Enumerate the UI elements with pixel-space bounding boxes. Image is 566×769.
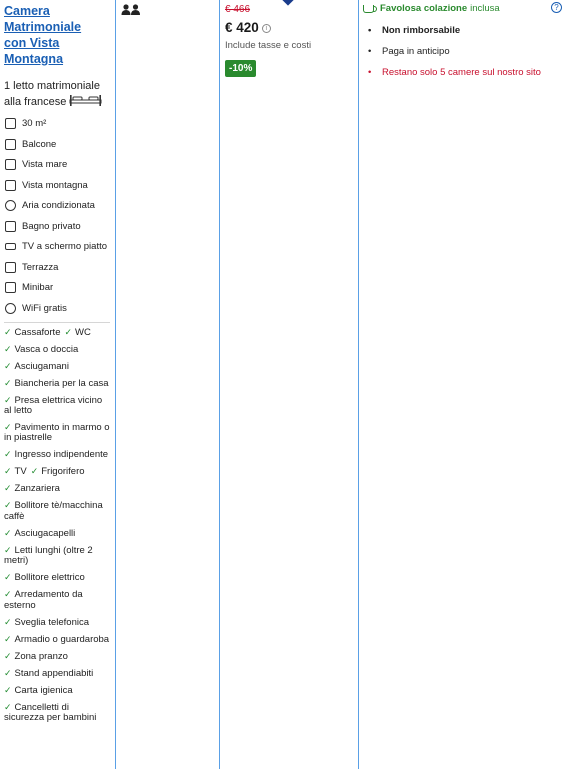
wifi-icon — [5, 303, 16, 314]
amenity-label: Zona pranzo — [14, 650, 68, 662]
discount-badge: -10% — [225, 60, 256, 77]
facility-item — [4, 239, 112, 254]
breakfast-included: inclusa — [470, 3, 500, 14]
breakfast-info — [363, 3, 500, 14]
new-price — [225, 20, 271, 35]
amenity-label: Carta igienica — [14, 684, 73, 696]
minibar-icon — [5, 282, 16, 293]
facility-item — [4, 137, 112, 152]
check-icon: ✓ — [30, 466, 39, 477]
facility-label: Vista montagna — [22, 179, 88, 191]
amenity-item — [4, 327, 110, 338]
ribbon-marker — [282, 0, 293, 6]
bullet-icon: • — [368, 25, 372, 36]
amenity-item — [4, 702, 110, 724]
check-icon: ✓ — [4, 616, 12, 627]
facility-label: Aria condizionata — [22, 200, 95, 211]
amenity-item — [4, 344, 110, 355]
facility-label: Balcone — [22, 138, 57, 150]
choices-column — [359, 0, 566, 769]
check-icon: ✓ — [4, 572, 12, 583]
tax-note: Include tasse e costi — [225, 40, 312, 51]
amenity-item — [4, 378, 110, 389]
check-icon: ✓ — [4, 360, 12, 371]
balcony-icon — [5, 139, 16, 150]
amenity-label: Vasca o doccia — [14, 343, 79, 355]
bullet-icon: • — [368, 67, 372, 78]
amenity-label: Arredamento da esterno — [4, 589, 83, 611]
amenity-label: Armadio o guardaroba — [14, 633, 110, 645]
facility-label: Terrazza — [22, 261, 59, 273]
old-price: € 466 — [225, 4, 251, 15]
amenity-label: WC — [75, 326, 91, 338]
guests-column — [116, 0, 220, 769]
bed-info — [4, 79, 112, 110]
condition-label: Restano solo 5 camere sul nostro sito — [382, 67, 541, 78]
check-icon: ✓ — [4, 667, 12, 678]
check-icon: ✓ — [4, 701, 12, 712]
bed-label: 1 letto matrimoniale alla francese — [4, 80, 100, 108]
amenity-label: Asciugacapelli — [14, 527, 76, 539]
facility-item — [4, 198, 112, 213]
check-icon: ✓ — [4, 421, 12, 432]
amenity-item — [4, 668, 110, 679]
info-icon[interactable]: i — [262, 24, 271, 33]
amenity-label: Presa elettrica vicino al letto — [4, 394, 103, 416]
condition-label: Paga in anticipo — [382, 46, 450, 57]
amenity-label: Bollitore tè/macchina caffè — [4, 500, 103, 522]
amenity-label: Letti lunghi (oltre 2 metri) — [4, 544, 93, 567]
check-icon: ✓ — [4, 544, 12, 555]
amenity-label: Cancelletti di sicurezza per bambini — [4, 701, 97, 723]
two-persons-icon — [121, 4, 141, 15]
facility-label: TV a schermo piatto — [22, 241, 108, 252]
amenity-label: Stand appendiabiti — [14, 667, 94, 679]
facility-item — [4, 157, 112, 172]
amenity-item — [4, 466, 110, 477]
amenity-item — [4, 634, 110, 645]
check-icon: ✓ — [4, 466, 12, 477]
facility-label: Bagno privato — [22, 220, 81, 232]
amenity-item — [4, 572, 110, 583]
amenity-item — [4, 500, 110, 522]
check-icon: ✓ — [4, 377, 12, 388]
amenity-item — [4, 617, 110, 628]
bath-icon — [5, 221, 16, 232]
check-icon: ✓ — [4, 589, 12, 600]
amenities-list — [4, 327, 115, 724]
coffee-cup-icon — [363, 5, 374, 13]
terrace-icon — [5, 262, 16, 273]
check-icon: ✓ — [4, 343, 12, 354]
amenity-item — [4, 449, 110, 460]
facility-label: Minibar — [22, 282, 54, 293]
check-icon: ✓ — [4, 394, 12, 405]
condition-item — [368, 25, 460, 36]
condition-item — [368, 67, 541, 78]
amenity-item — [4, 361, 110, 372]
amenity-item — [4, 483, 110, 494]
facility-item — [4, 219, 112, 234]
facility-label: 30 m² — [22, 118, 47, 129]
facility-label: WiFi gratis — [22, 302, 67, 314]
amenity-label: Biancheria per la casa — [14, 377, 109, 389]
new-price-value: € 420 — [225, 20, 259, 35]
amenity-item — [4, 528, 110, 539]
facility-item — [4, 280, 112, 295]
facility-label: Vista mare — [22, 159, 68, 170]
facility-item — [4, 301, 112, 316]
amenity-item — [4, 651, 110, 662]
facility-item — [4, 260, 112, 275]
check-icon: ✓ — [4, 527, 12, 538]
double-bed-icon — [69, 94, 102, 107]
price-column — [220, 0, 359, 769]
amenity-label: Bollitore elettrico — [14, 572, 85, 584]
facility-item — [4, 178, 112, 193]
check-icon: ✓ — [4, 500, 12, 511]
check-icon: ✓ — [4, 684, 12, 695]
amenity-label: Zanzariera — [14, 483, 60, 495]
check-icon: ✓ — [4, 483, 12, 494]
tv-icon — [5, 243, 16, 250]
room-title-link[interactable]: Camera Matrimoniale con Vista Montagna — [4, 4, 82, 66]
amenity-item — [4, 545, 110, 567]
facility-item — [4, 116, 112, 131]
breakfast-highlight: Favolosa colazione — [380, 3, 468, 14]
amenity-item — [4, 685, 110, 696]
bullet-icon: • — [368, 46, 372, 57]
room-size-icon — [5, 118, 16, 129]
amenity-label: Cassaforte — [14, 326, 61, 338]
check-icon: ✓ — [4, 633, 12, 644]
amenity-item — [4, 395, 110, 417]
amenity-label: Frigorifero — [41, 466, 85, 478]
help-icon[interactable]: ? — [551, 2, 562, 13]
check-icon: ✓ — [64, 326, 73, 337]
sea-view-icon — [5, 159, 16, 170]
amenity-label: Ingresso indipendente — [14, 449, 109, 461]
check-icon: ✓ — [4, 449, 12, 460]
amenity-item — [4, 589, 110, 611]
condition-label: Non rimborsabile — [382, 25, 461, 36]
check-icon: ✓ — [4, 326, 12, 337]
amenity-item — [4, 422, 110, 444]
room-column — [0, 0, 116, 769]
amenity-label: TV — [14, 466, 27, 478]
amenity-label: Sveglia telefonica — [14, 616, 90, 628]
amenity-label: Asciugamani — [14, 360, 69, 372]
snowflake-icon — [5, 200, 16, 211]
facilities-list — [4, 116, 115, 316]
condition-item — [368, 46, 450, 57]
amenity-label: Pavimento in marmo o in piastrelle — [4, 421, 110, 444]
check-icon: ✓ — [4, 650, 12, 661]
mountain-view-icon — [5, 180, 16, 191]
divider — [4, 322, 110, 323]
